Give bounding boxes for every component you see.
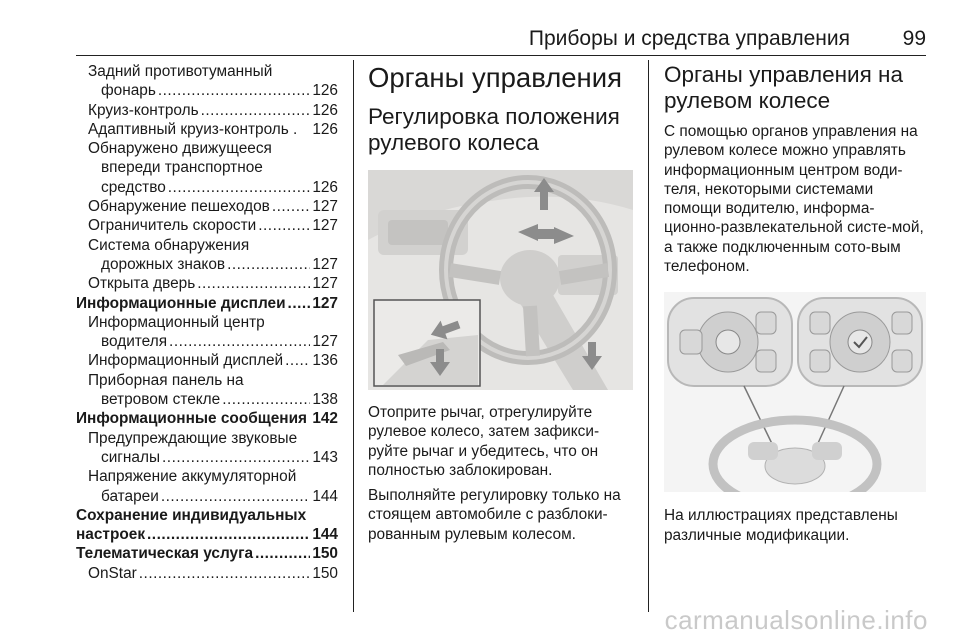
toc-leader-dots: [285, 351, 310, 370]
toc-entry[interactable]: [76, 564, 338, 583]
toc-entry-title: сигналы: [101, 448, 161, 466]
toc-entry[interactable]: [76, 139, 338, 158]
toc-entry[interactable]: [76, 120, 338, 139]
toc-entry-title: Открыта дверь: [88, 275, 196, 293]
column-divider-left: [353, 60, 354, 612]
toc-entry-title: Ограничитель скорости: [88, 217, 257, 235]
toc-entry-page: 150: [312, 545, 338, 563]
subsection-heading: Регулировка положения рулевого колеса: [368, 104, 620, 155]
steering-wheel-adjust-drawing: [368, 170, 633, 390]
toc-entry-page: 127: [312, 198, 338, 216]
toc-entry-page: 127: [312, 275, 338, 293]
toc-entry[interactable]: [76, 429, 338, 448]
intro-paragraph: С помощью органов управления на рулевом колесе можно управлять информационным центром води-теля, некоторыми системами помощи водителю, информа-ционно-развлекательной систе-мой, а также подключенным сото-вым телефоном.: [664, 123, 924, 276]
toc-entry-page: 126: [312, 82, 338, 100]
toc-entry-title: Информационный дисплей: [88, 352, 284, 370]
header-title: Приборы и средства управления: [528, 27, 850, 50]
header-rule: [76, 55, 926, 56]
toc-entry-title: ветровом стекле: [101, 391, 221, 409]
toc-entry-page: 127: [312, 217, 338, 235]
toc-leader-dots: [161, 487, 310, 506]
toc-entry[interactable]: [76, 255, 338, 274]
toc-leader-dots: [168, 178, 311, 197]
toc-entry-title: Сохранение индивидуальных: [76, 506, 307, 524]
toc-entry-title: Информационный центр: [88, 313, 265, 331]
toc-entry-title: дорожных знаков: [101, 255, 226, 273]
page-number: 99: [902, 27, 926, 50]
lever-inset: [374, 300, 480, 386]
toc-entry-page: 126: [312, 120, 338, 138]
toc-entry-title: фонарь: [101, 82, 156, 100]
toc-entry[interactable]: [76, 294, 338, 313]
watermark: carmanualsonline.info: [664, 605, 928, 635]
toc-entry-page: 142: [312, 410, 338, 428]
steering-wheel-controls-illustration: [664, 292, 926, 492]
steering-wheel-adjust-illustration: [368, 170, 633, 390]
right-control-pad: [798, 298, 922, 386]
toc-entry-page: 127: [312, 333, 338, 351]
toc-entry[interactable]: [76, 332, 338, 351]
toc-leader-dots: [162, 448, 310, 467]
toc-entry-page: 126: [312, 101, 338, 119]
toc-entry-title: Предупреждающие звуковые: [88, 429, 298, 447]
toc-entry-page: 136: [312, 352, 338, 370]
toc-leader-dots: [139, 564, 311, 583]
toc-entry-title: Обнаружено движущееся: [88, 140, 272, 158]
figure-caption: На иллюстрациях представлены различные модификации.: [664, 507, 898, 544]
toc-entry[interactable]: [76, 487, 338, 506]
toc-entry-title: батареи: [101, 487, 159, 505]
toc-entry[interactable]: [76, 158, 338, 177]
toc-leader-dots: [227, 255, 310, 274]
toc-leader-dots: [158, 81, 310, 100]
paragraph: Выполняйте регулировку только на стоящем автомобиле с разблоки-рованным рулевым колесом.: [368, 487, 621, 543]
toc-leader-dots: [197, 274, 310, 293]
left-control-pad: [668, 298, 792, 386]
toc-entry-page: 144: [312, 526, 338, 544]
toc-entry-title: Адаптивный круиз-контроль .: [88, 120, 298, 138]
toc-entry-title: Задний противотуманный: [88, 63, 273, 80]
toc-entry-title: Круиз-контроль: [88, 101, 199, 119]
paragraph: Отоприте рычаг, отрегулируйте рулевое колесо, затем зафикси-руйте рычаг и убедитесь, что он полностью заблокирован.: [368, 404, 600, 479]
toc-leader-dots: [288, 294, 311, 313]
toc-entry-page: 126: [312, 178, 338, 196]
toc-leader-dots: [222, 390, 310, 409]
toc-entry-page: 150: [312, 564, 338, 582]
toc-entry-title: Телематическая услуга: [76, 545, 254, 563]
section-heading: Органы управления: [368, 62, 622, 93]
toc-entry[interactable]: [76, 313, 338, 332]
column-divider-right: [648, 60, 649, 612]
toc-entry-page: 127: [312, 294, 338, 312]
toc-leader-dots: [255, 544, 310, 563]
toc-entry[interactable]: [76, 525, 338, 544]
toc-entry-title: средство: [101, 178, 166, 196]
toc-entry[interactable]: [76, 351, 338, 370]
toc-entry[interactable]: [76, 506, 338, 525]
toc-entry[interactable]: [76, 390, 338, 409]
toc-entry[interactable]: [76, 101, 338, 120]
toc-entry-title: Информационные сообщения: [76, 410, 308, 428]
toc-entry-page: 143: [312, 448, 338, 466]
toc-entry-page: 127: [312, 255, 338, 273]
toc-entry-title: Напряжение аккумуляторной: [88, 468, 297, 486]
toc-entry[interactable]: [76, 81, 338, 100]
toc-entry[interactable]: [76, 274, 338, 293]
toc-entry-title: Приборная панель на: [88, 371, 244, 389]
table-of-contents: [76, 62, 338, 583]
toc-entry[interactable]: [76, 371, 338, 390]
toc-entry[interactable]: [76, 178, 338, 197]
steering-wheel-controls-drawing: [664, 292, 926, 492]
toc-entry[interactable]: [76, 448, 338, 467]
toc-entry[interactable]: [76, 409, 338, 428]
middle-column: [368, 62, 633, 550]
toc-entry-page: 138: [312, 391, 338, 409]
toc-entry-title: Система обнаружения: [88, 236, 250, 254]
toc-entry-title: настроек: [76, 526, 146, 544]
toc-entry-title: Информационные дисплеи: [76, 294, 286, 312]
controls-heading: Органы управления на рулевом колесе: [664, 62, 903, 113]
right-column: [664, 62, 926, 545]
toc-leader-dots: [258, 216, 310, 235]
toc-entry[interactable]: [76, 544, 338, 563]
toc-leader-dots: [169, 332, 310, 351]
toc-leader-dots: [272, 197, 311, 216]
toc-entry-title: Обнаружение пешеходов: [88, 198, 270, 216]
toc-entry[interactable]: [76, 197, 338, 216]
toc-entry[interactable]: [76, 467, 338, 486]
toc-entry[interactable]: [76, 216, 338, 235]
toc-entry[interactable]: [76, 62, 338, 81]
toc-leader-dots: [201, 101, 311, 120]
toc-entry-title: водителя: [101, 333, 168, 351]
toc-leader-dots: [147, 525, 310, 544]
page-header: [0, 0, 960, 56]
toc-entry-title: впереди транспортное: [101, 159, 263, 177]
toc-entry-title: OnStar: [88, 564, 137, 582]
toc-entry[interactable]: [76, 236, 338, 255]
toc-entry-page: 144: [312, 487, 338, 505]
